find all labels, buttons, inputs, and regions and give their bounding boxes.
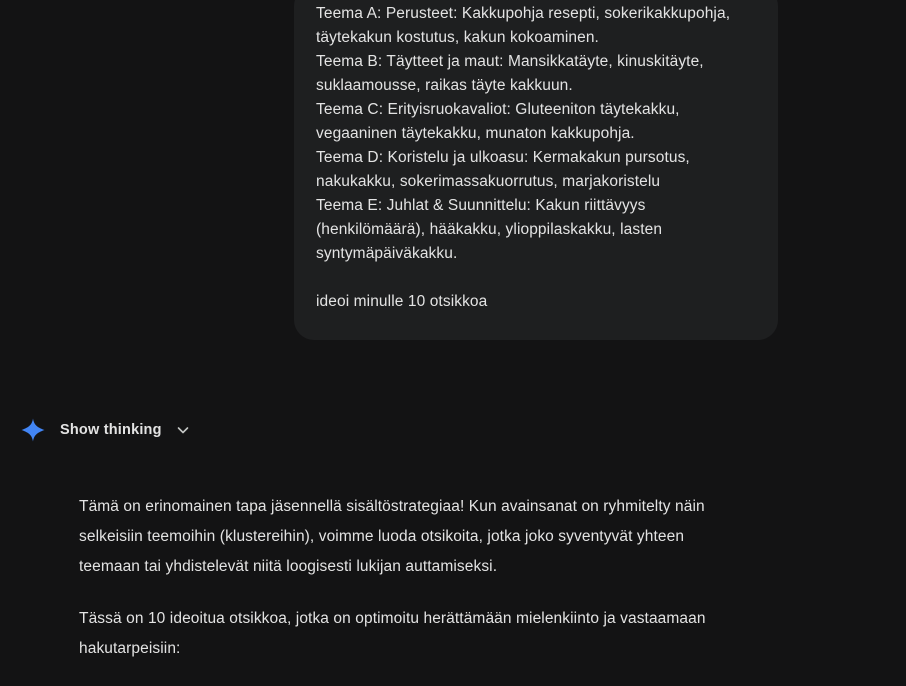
answer-paragraph-1: Tämä on erinomainen tapa jäsennellä sisältöstrategiaa! Kun avainsanat on ryhmitelty näin selkeisiin teemoihin (klustereihin), voimme luoda otsikoita, jotka joko syventyvät yhteen teemaan tai yhdistelevät niitä loogisesti lukijan auttamiseksi. [79, 498, 705, 575]
gemini-sparkle-icon [20, 417, 46, 443]
chevron-down-icon[interactable] [174, 421, 192, 439]
user-message-line-a: Teema A: Perusteet: Kakkupohja resepti, sokerikakkupohja, täytekakun kostutus, kakun kokoaminen. [316, 5, 731, 46]
model-answer-text [0, 456, 739, 664]
user-message-request: ideoi minulle 10 otsikkoa [316, 293, 488, 310]
answer-paragraph-2: Tässä on 10 ideoitua otsikkoa, jotka on optimoitu herättämään mielenkiinto ja vastaamaan hakutarpeisiin: [79, 610, 706, 657]
user-message-line-c: Teema C: Erityisruokavaliot: Gluteeniton täytekakku, vegaaninen täytekakku, munaton kakkupohja. [316, 101, 680, 142]
user-message-line-e: Teema E: Juhlat & Suunnittelu: Kakun riittävyys (henkilömäärä), hääkakku, ylioppilaskakku, lasten syntymäpäiväkakku. [316, 197, 663, 262]
model-response [0, 404, 906, 686]
show-thinking-toggle[interactable] [0, 404, 906, 456]
user-message-line-d: Teema D: Koristelu ja ulkoasu: Kermakakun pursotus, nakukakku, sokerimassakuorrutus, marjakoristelu [316, 149, 690, 190]
user-message-bubble [294, 0, 778, 340]
show-thinking-label: Show thinking [60, 422, 162, 438]
user-message-line-b: Teema B: Täytteet ja maut: Mansikkatäyte, kinuskitäyte, suklaamousse, raikas täyte kakkuun. [316, 53, 704, 94]
